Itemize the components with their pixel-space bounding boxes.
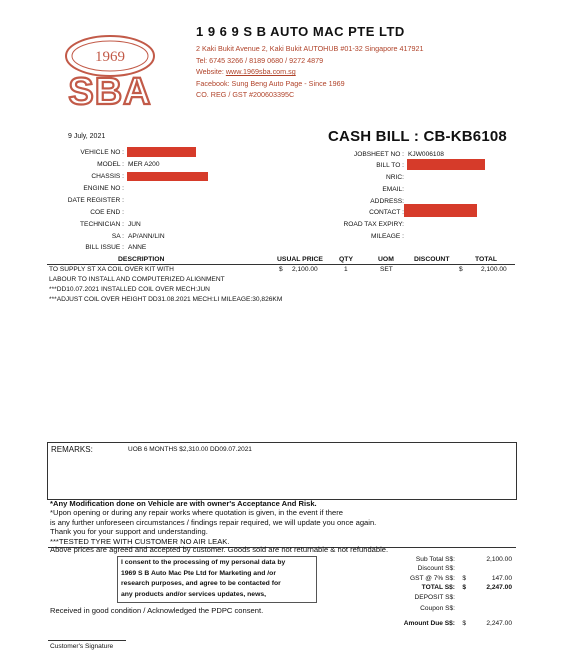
consent-line: I consent to the processing of my personal data by xyxy=(121,559,286,566)
row-total: 2,100.00 xyxy=(481,266,507,273)
field-value-model: MER A200 xyxy=(128,161,160,168)
field-value-technician: JUN xyxy=(128,221,141,228)
field-label: ADDRESS: xyxy=(370,198,404,205)
redacted-vehicle-no xyxy=(127,147,196,157)
field-label: EMAIL: xyxy=(382,186,404,193)
pdpc-consent-box xyxy=(117,556,317,603)
field-label: CHASSIS : xyxy=(91,173,124,180)
field-label: ENGINE NO : xyxy=(83,185,124,192)
col-discount: DISCOUNT xyxy=(414,256,450,263)
note-line: *Any Modification done on Vehicle are with owner's Acceptance And Risk. xyxy=(50,499,317,508)
row-desc-line: ***ADJUST COIL OVER HEIGHT DD31.08.2021 MECH:LI MILEAGE:30,826KM xyxy=(49,296,283,303)
field-label: JOBSHEET NO : xyxy=(353,151,404,158)
company-reg: CO. REG / GST #200603395C xyxy=(196,90,295,100)
company-website-line xyxy=(196,66,423,78)
note-line: Thank you for your support and understanding. xyxy=(50,527,208,537)
row-price-currency: $ xyxy=(279,266,283,273)
company-facebook: Facebook: Sung Beng Auto Page - Since 1969 xyxy=(196,78,345,88)
field-label: ROAD TAX EXPIRY: xyxy=(343,221,404,228)
terms-notes xyxy=(50,499,520,554)
field-label: SA : xyxy=(111,233,124,240)
company-address: 2 Kaki Bukit Avenue 2, Kaki Bukit AUTOHUB #01-32 Singapore 417921 xyxy=(196,44,424,53)
signature-line xyxy=(48,640,126,641)
remarks-text: UOB 6 MONTHS $2,310.00 DD09.07.2021 xyxy=(128,446,252,453)
website-prefix: Website: xyxy=(196,67,226,77)
consent-line: any products and/or services updates, news, xyxy=(121,590,267,598)
bill-title: CASH BILL : CB-KB6108 xyxy=(328,128,507,145)
note-line: *Upon opening or during any repair works where quotation is given, in the event if there xyxy=(50,508,343,518)
row-desc-line: LABOUR TO INSTALL AND COMPUTERIZED ALIGNMENT xyxy=(49,276,225,283)
row-desc-line: TO SUPPLY ST XA COIL OVER KIT WITH xyxy=(49,266,174,273)
consent-line: 1969 S B Auto Mac Pte Ltd for Marketing and /or xyxy=(121,569,276,577)
total-value-total: 2,247.00 xyxy=(486,584,512,591)
field-label: NRIC: xyxy=(386,174,404,181)
amount-due-label: Amount Due S$: xyxy=(403,620,455,627)
field-label: DATE REGISTER : xyxy=(67,197,124,204)
amount-due-currency: $ xyxy=(462,620,466,627)
remarks-box xyxy=(47,442,517,500)
col-qty: QTY xyxy=(339,256,353,263)
field-label: BILL TO : xyxy=(376,162,404,169)
bill-date: 9 July, 2021 xyxy=(68,133,106,140)
disclaimer: Above prices are agreed and accepted by customer. Goods sold are not returnable & not refundable. xyxy=(50,545,389,554)
col-description: DESCRIPTION xyxy=(118,256,165,263)
total-label: Coupon S$: xyxy=(420,605,455,612)
total-label: GST @ 7% S$: xyxy=(409,575,455,582)
company-name: 1 9 6 9 S B AUTO MAC PTE LTD xyxy=(196,24,405,39)
row-qty: 1 xyxy=(344,266,348,273)
amount-due-value: 2,247.00 xyxy=(486,620,512,627)
field-label: MODEL : xyxy=(97,161,124,168)
consent-line: research purposes, and agree to be contacted for xyxy=(121,580,281,588)
company-logo xyxy=(60,30,160,110)
field-label: COE END : xyxy=(90,209,124,216)
col-usual-price: USUAL PRICE xyxy=(277,256,323,263)
signature-label: Customer's Signature xyxy=(50,643,114,650)
company-tel: Tel: 6745 3266 / 8189 0680 / 9272 4879 xyxy=(196,55,324,65)
col-total: TOTAL xyxy=(475,256,498,263)
company-header xyxy=(196,24,423,101)
total-currency: $ xyxy=(462,575,466,582)
total-label: TOTAL S$: xyxy=(421,584,455,591)
redacted-contact xyxy=(404,204,477,217)
note-line: ***TESTED TYRE WITH CUSTOMER NO AIR LEAK. xyxy=(50,536,230,546)
row-uom: SET xyxy=(380,266,393,273)
svg-text:SBA: SBA xyxy=(68,71,152,110)
redacted-chassis xyxy=(127,172,208,181)
total-currency: $ xyxy=(462,584,466,591)
field-label: VEHICLE NO : xyxy=(80,149,124,156)
note-line: is any further unforeseen circumstances / findings repair required, we will update you once again. xyxy=(50,517,377,527)
row-price: 2,100.00 xyxy=(292,266,318,273)
remarks-label: REMARKS: xyxy=(51,445,93,454)
field-label: BILL ISSUE : xyxy=(85,244,124,251)
col-uom: UOM xyxy=(378,256,394,263)
row-total-currency: $ xyxy=(459,266,463,273)
field-label: MILEAGE : xyxy=(371,233,404,240)
row-desc-line: ***DD10.07.2021 INSTALLED COIL OVER MECH:JUN xyxy=(49,286,210,293)
header-rule xyxy=(47,264,515,265)
svg-text:1969: 1969 xyxy=(95,49,125,65)
field-value-bill-issue: ANNE xyxy=(128,244,147,251)
total-label: Discount S$: xyxy=(417,565,455,572)
total-label: DEPOSIT S$: xyxy=(414,594,455,601)
total-value-subtotal: 2,100.00 xyxy=(486,556,512,563)
redacted-bill-to xyxy=(407,159,485,170)
total-value-gst: 147.00 xyxy=(491,575,512,582)
field-label: TECHNICIAN : xyxy=(80,221,124,228)
field-label: CONTACT : xyxy=(369,209,404,216)
field-value-jobsheet: KJW006108 xyxy=(408,151,444,158)
total-label: Sub Total S$: xyxy=(415,556,455,563)
received-acknowledgement: Received in good condition / Acknowledged the PDPC consent. xyxy=(50,606,264,615)
field-value-sa: AP/ANN/LIN xyxy=(128,233,165,240)
company-website-link[interactable]: www.1969sba.com.sg xyxy=(225,67,296,77)
